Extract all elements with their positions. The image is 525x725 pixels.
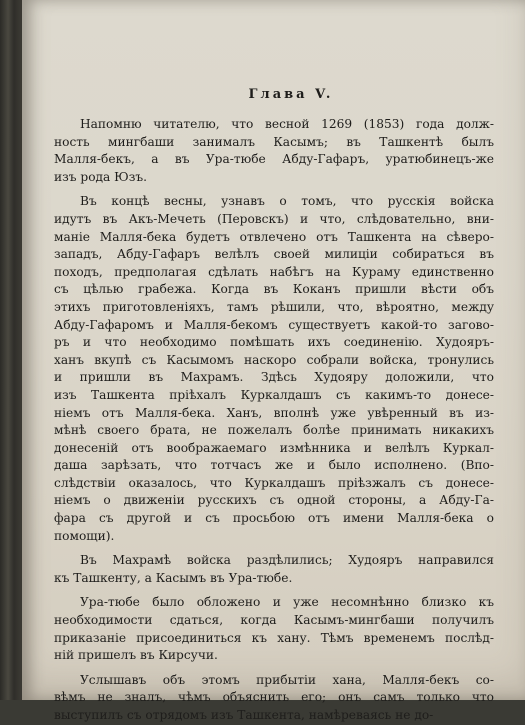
paragraph	[54, 594, 494, 664]
book-page	[22, 0, 525, 722]
text-line: Абду-Гафаромъ и Малля-бекомъ существуетъ какой-то загово-	[54, 317, 494, 332]
text-line: маніе Малля-бека будетъ отвлечено отъ Ташкента на сѣверо-	[54, 229, 494, 244]
text-line: Въ Махрамѣ войска раздѣлились; Худояръ направился	[80, 553, 494, 568]
text-line: и пришли въ Махрамъ. Здѣсь Худояру доложили, что	[54, 370, 494, 385]
text-line: донесеній отъ воображаемаго измѣнника и велѣлъ Куркал-	[54, 440, 494, 455]
text-line: вѣмъ не зналъ, чѣмъ объяснить его; онъ самъ только что	[54, 690, 494, 705]
text-line: изъ Ташкента пріѣхалъ Куркалдашъ съ какимъ-то донесе-	[54, 387, 494, 402]
paragraph	[54, 552, 494, 587]
text-line: этихъ приготовленіяхъ, тамъ рѣшили, что, вѣроятно, между	[54, 299, 494, 314]
text-line: съ цѣлью грабежа. Когда въ Коканъ пришли вѣсти объ	[54, 282, 494, 297]
text-line: Ура-тюбе было обложено и уже несомнѣнно близко къ	[80, 595, 494, 610]
text-line: фара съ другой и съ просьбою отъ имени Малля-бека о	[54, 511, 494, 526]
text-line: походъ, предполагая сдѣлать набѣгъ на Кураму единственно	[54, 264, 494, 279]
text-line: ніемъ о движеніи русскихъ съ одной стороны, а Абду-Гa-	[54, 493, 494, 508]
text-line: Малля-бекъ, а въ Ура-тюбе Абду-Гафаръ, уратюбинецъ-же	[54, 152, 494, 167]
text-line: ніемъ отъ Малля-бека. Ханъ, вполнѣ уже увѣренный въ из-	[54, 405, 494, 420]
text-line: помощи).	[54, 528, 115, 543]
text-line: мѣнѣ своего брата, не пожелалъ болѣе принимать никакихъ	[54, 423, 494, 438]
paragraph	[54, 116, 494, 186]
text-line: къ Ташкенту, а Касымъ въ Ура-тюбе.	[54, 570, 293, 585]
text-line: ній пришелъ въ Кирсучи.	[54, 648, 218, 663]
text-line: Въ концѣ весны, узнавъ о томъ, что русскія войска	[80, 194, 494, 209]
text-line: ханъ вкупѣ съ Касымомъ наскоро собрали войска, тронулись	[54, 352, 494, 367]
text-line: ность мингбаши занималъ Касымъ; въ Ташкентѣ былъ	[54, 134, 494, 149]
text-line: выступилъ съ отрядомъ изъ Ташкента, намѣреваясь не до-	[54, 708, 434, 722]
paragraph	[54, 672, 494, 725]
text-line: Напомню читателю, что весной 1269 (1853) года долж-	[80, 117, 494, 131]
page-text	[54, 86, 494, 725]
paragraphs	[54, 116, 494, 725]
text-line: ръ и что необходимо помѣшать ихъ соединенію. Худояръ-	[54, 335, 494, 350]
text-line: Услышавъ объ этомъ прибытіи хана, Малля-бекъ со-	[80, 672, 494, 687]
text-line: идутъ въ Акъ-Мечеть (Перовскъ) и что, слѣдовательно, вни-	[54, 211, 494, 226]
text-line: приказаніе присоединиться къ хану. Тѣмъ временемъ послѣд-	[54, 630, 494, 645]
text-line: изъ рода Юзъ.	[54, 169, 148, 184]
text-line: необходимости сдаться, когда Касымъ-мингбаши получилъ	[54, 613, 494, 628]
paragraph	[54, 193, 494, 545]
text-line: дашa зарѣзать, что тотчасъ же и было исполнено. (Впо-	[54, 458, 494, 473]
text-line: западъ, Абду-Гафаръ велѣлъ своей милиціи собираться въ	[54, 247, 494, 262]
text-line: слѣдствіи оказалось, что Куркалдашъ пріѣзжалъ съ донесе-	[54, 475, 494, 490]
chapter-title: Глава V.	[248, 87, 334, 102]
